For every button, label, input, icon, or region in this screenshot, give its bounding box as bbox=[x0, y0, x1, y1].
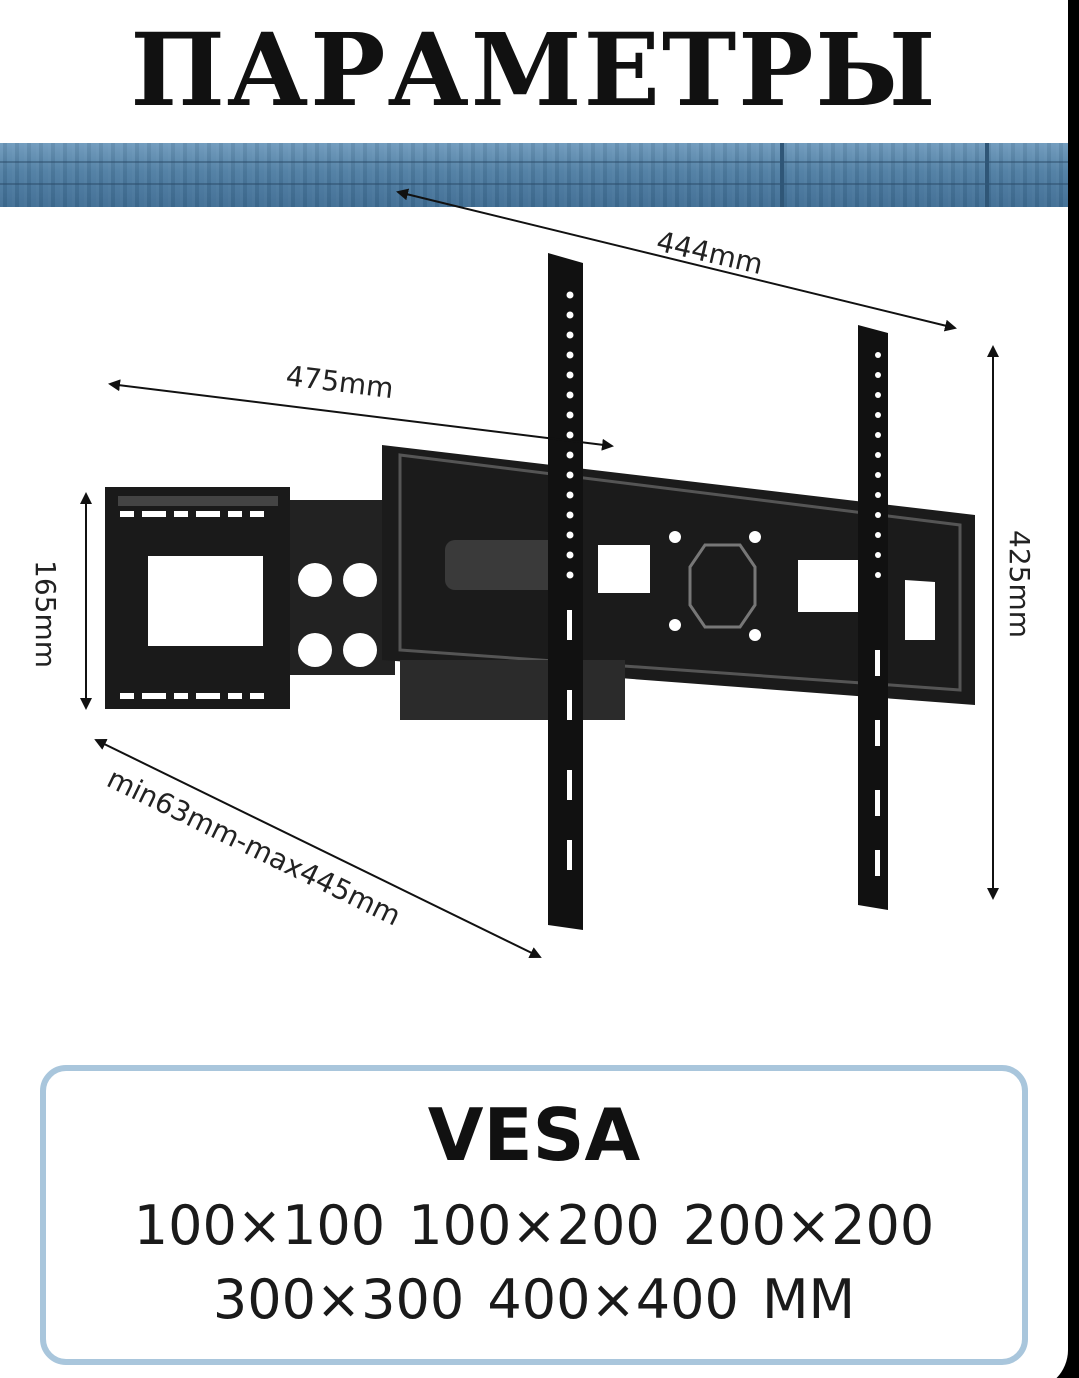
page-title: ПАРАМЕТРЫ bbox=[130, 11, 938, 129]
dim-label-extension: min63mm-max445mm bbox=[101, 761, 406, 933]
dim-label-475: 475mm bbox=[284, 359, 396, 406]
vesa-sizes-line-2: 300×300 400×400 MM bbox=[212, 1268, 856, 1331]
dim-label-165: 165mm bbox=[29, 560, 62, 668]
dim-line-extension bbox=[96, 740, 540, 957]
vesa-title: VESA bbox=[427, 1093, 641, 1177]
vesa-info-box bbox=[40, 1065, 1028, 1365]
tv-rail-left bbox=[548, 253, 583, 930]
tv-rail-right bbox=[858, 325, 888, 910]
vesa-sizes-line-1: 100×100 100×200 200×200 bbox=[133, 1194, 935, 1257]
dim-label-425: 425mm bbox=[1003, 530, 1036, 638]
dim-label-444: 444mm bbox=[653, 224, 767, 282]
wall-plate bbox=[105, 487, 290, 709]
